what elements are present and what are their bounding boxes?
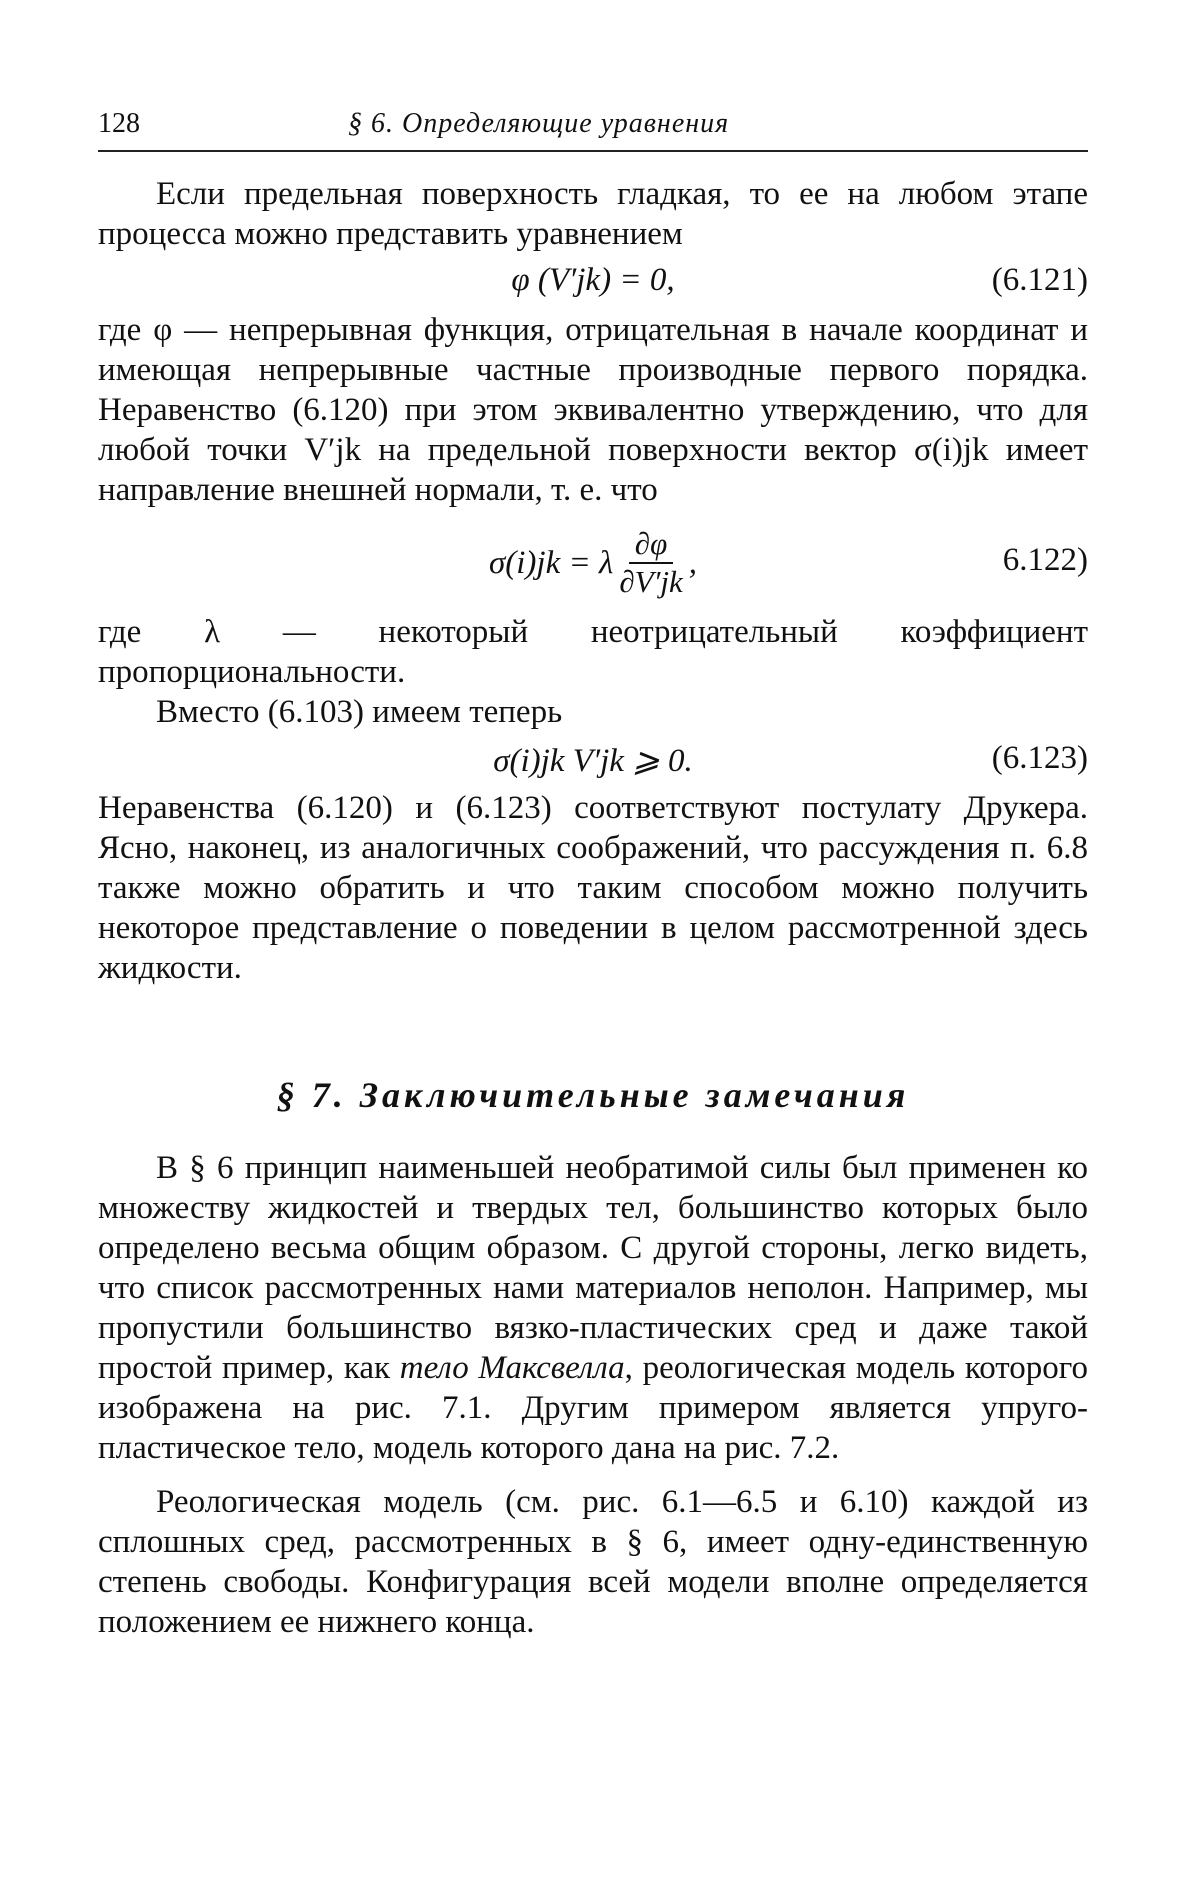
equation-6-121-number: (6.121) (991, 262, 1088, 298)
equation-6-121-expr: φ (V′jk) = 0, (511, 262, 675, 298)
paragraph-3: где λ — некоторый неотрицательный коэффициент пропорциональности. (98, 614, 1088, 690)
equation-6-122 (98, 510, 1088, 612)
paragraph-7: Реологическая модель (см. рис. 6.1—6.5 и 6.10) каждой из сплошных сред, рассмотренных в § 6, имеет одну-единственную степень свободы. Конфигурация всей модели вполне определяется положением ее нижнего конца. (98, 1484, 1088, 1640)
equation-6-122-numerator: ∂φ (629, 526, 673, 564)
paragraph-6-part-a: В § 6 принцип наименьшей необратимой силы был применен ко множеству жидкостей и твердых тел, большинство которых было определено весьма общим образом. С другой стороны, легко видеть, что список рассмотренных нами материалов неполон. Например, мы пропустили большинство вязко-пластических сред и даже такой простой пример, как (98, 1150, 1088, 1386)
equation-6-122-number: 6.122) (1002, 542, 1088, 578)
equation-6-123 (98, 732, 1088, 788)
paragraph-5: Неравенства (6.120) и (6.123) соответствуют постулату Друкера. Ясно, наконец, из аналогичных соображений, что рассуждения п. 6.8 также можно обратить и что таким способом можно получить некоторое представление о поведении в целом рассмотренной здесь жидкости. (98, 790, 1088, 986)
equation-6-123-number: (6.123) (991, 740, 1088, 776)
equation-6-123-expr: σ(i)jk V′jk ⩾ 0. (493, 743, 693, 779)
paragraph-6-part-b: , реологическая модель которого изображена на рис. 7.1. Другим примером является упруго-пластическое тело, модель которого дана на рис. 7.2. (98, 1350, 1088, 1466)
equation-6-122-fraction (619, 526, 682, 600)
page-number: 128 (98, 108, 140, 139)
running-title: § 6. Определяющие уравнения (348, 108, 730, 139)
equation-6-122-lhs: σ(i)jk = λ (489, 544, 614, 581)
section-title: § 7. Заключительные замечания (276, 1075, 910, 1115)
paragraph-1: Если предельная поверхность гладкая, то ее на любом этапе процесса можно представить уравнением (98, 176, 1088, 252)
paragraph-2: где φ — непрерывная функция, отрицательная в начале координат и имеющая непрерывные частные производные первого порядка. Неравенство (6.120) при этом эквивалентно утверждению, что для любой точки V′jk на предельной поверхности вектор σ(i)jk имеет направление внешней нормали, т. е. что (98, 312, 1088, 508)
paragraph-4: Вместо (6.103) имеем теперь (156, 694, 563, 730)
page (98, 104, 1088, 1642)
equation-6-122-tail: , (688, 544, 697, 581)
page-header (98, 104, 1088, 152)
paragraph-6-italic: тело Максвелла (399, 1350, 625, 1386)
equation-6-122-denominator: ∂V′jk (619, 564, 683, 599)
paragraph-6 (98, 1148, 1088, 1468)
equation-6-121 (98, 254, 1088, 310)
